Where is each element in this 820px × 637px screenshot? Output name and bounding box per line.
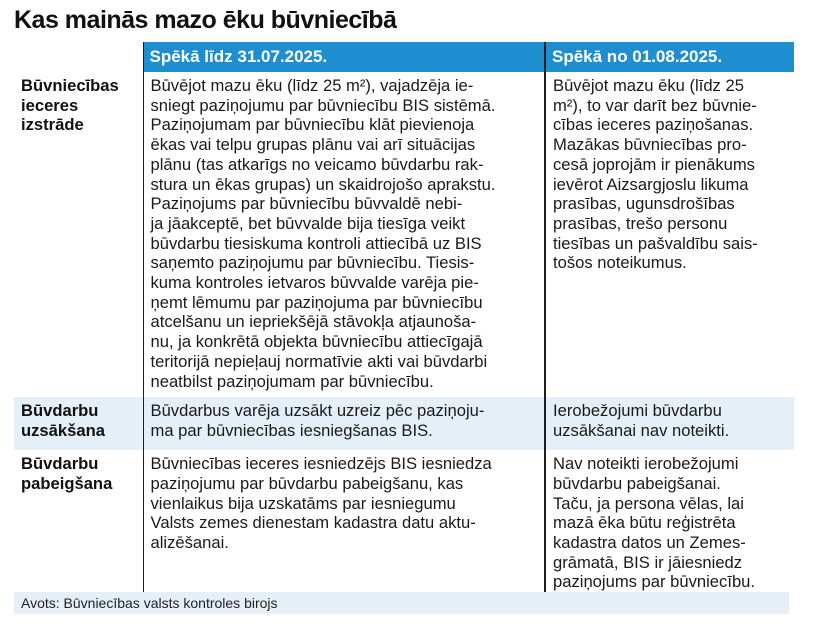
row-after-text: Būvējot mazu ēku (līdz 25 m²), to var darīt bez būvnie- cības ieceres paziņošanas. Mazākas būvniecības pro- cesā joprojām ir pienākums ievērot Aizsargjoslu likuma prasības, ugunsdrošības prasības, trešo personu tiesības un pašvaldību sais- tošos noteikumus. [545,72,794,397]
row-label: Būvdarbu uzsākšana [14,397,143,450]
page-title: Kas mainās mazo ēku būvniecībā [14,6,397,34]
row-before-text: Būvniecības ieceres iesniedzējs BIS iesniedza paziņojumu par būvdarbu pabeigšanu, kas vienlaikus bija uzskatāms par iesniegumu Valsts zemes dienestam kadastra datu aktu- alizēšanai. [143,450,545,605]
row-before-text: Būvējot mazu ēku (līdz 25 m²), vajadzēja ie- sniegt paziņojumu par būvniecību BIS sistēmā. Paziņojumam par būvniecību klāt pievienoja ēkas vai telpu grupas plānu vai arī situācijas plānu (tas atkarīgs no veicamo būvdarbu rak- stura un ēkas grupas) un skaidrojošo aprakstu. Paziņojums par būvniecību būvvaldē nebi- ja jāakceptē, bet būvvalde bija tiesīga veikt būvdarbu tiesiskuma kontroli attiecībā uz BIS saņemto paziņojumu par būvniecību. Tiesis- kuma kontroles ietvaros būvvalde varēja pie- ņemt lēmumu par paziņojuma par būvniecību atcelšanu un iepriekšējā stāvokļa atjaunoša- nu, ja konkrētā objekta būvniecību attiecīgajā teritorijā nepieļauj normatīvie akti vai būvdarbi neatbilst paziņojumam par būvniecību. [143,72,545,397]
table-row [14,397,794,450]
table-header-row [14,42,794,72]
header-after: Spēkā no 01.08.2025. [545,42,794,72]
row-after-text: Nav noteikti ierobežojumi būvdarbu pabeigšanai. Taču, ja persona vēlas, lai mazā ēka būtu reģistrēta kadastra datos un Zemes- grāmatā, BIS ir jāiesniedz paziņojums par būvniecību. [545,450,794,605]
header-blank-cell [14,42,143,72]
comparison-table [14,42,794,605]
row-label: Būvniecības ieceres izstrāde [14,72,143,397]
header-before: Spēkā līdz 31.07.2025. [143,42,545,72]
row-after-text: Ierobežojumi būvdarbu uzsākšanai nav noteikti. [545,397,794,450]
source-note: Avots: Būvniecības valsts kontroles birojs [14,592,789,614]
row-before-text: Būvdarbus varēja uzsākt uzreiz pēc paziņoju- ma par būvniecības iesniegšanas BIS. [143,397,545,450]
table-row [14,72,794,397]
table-row [14,450,794,605]
row-label: Būvdarbu pabeigšana [14,450,143,605]
